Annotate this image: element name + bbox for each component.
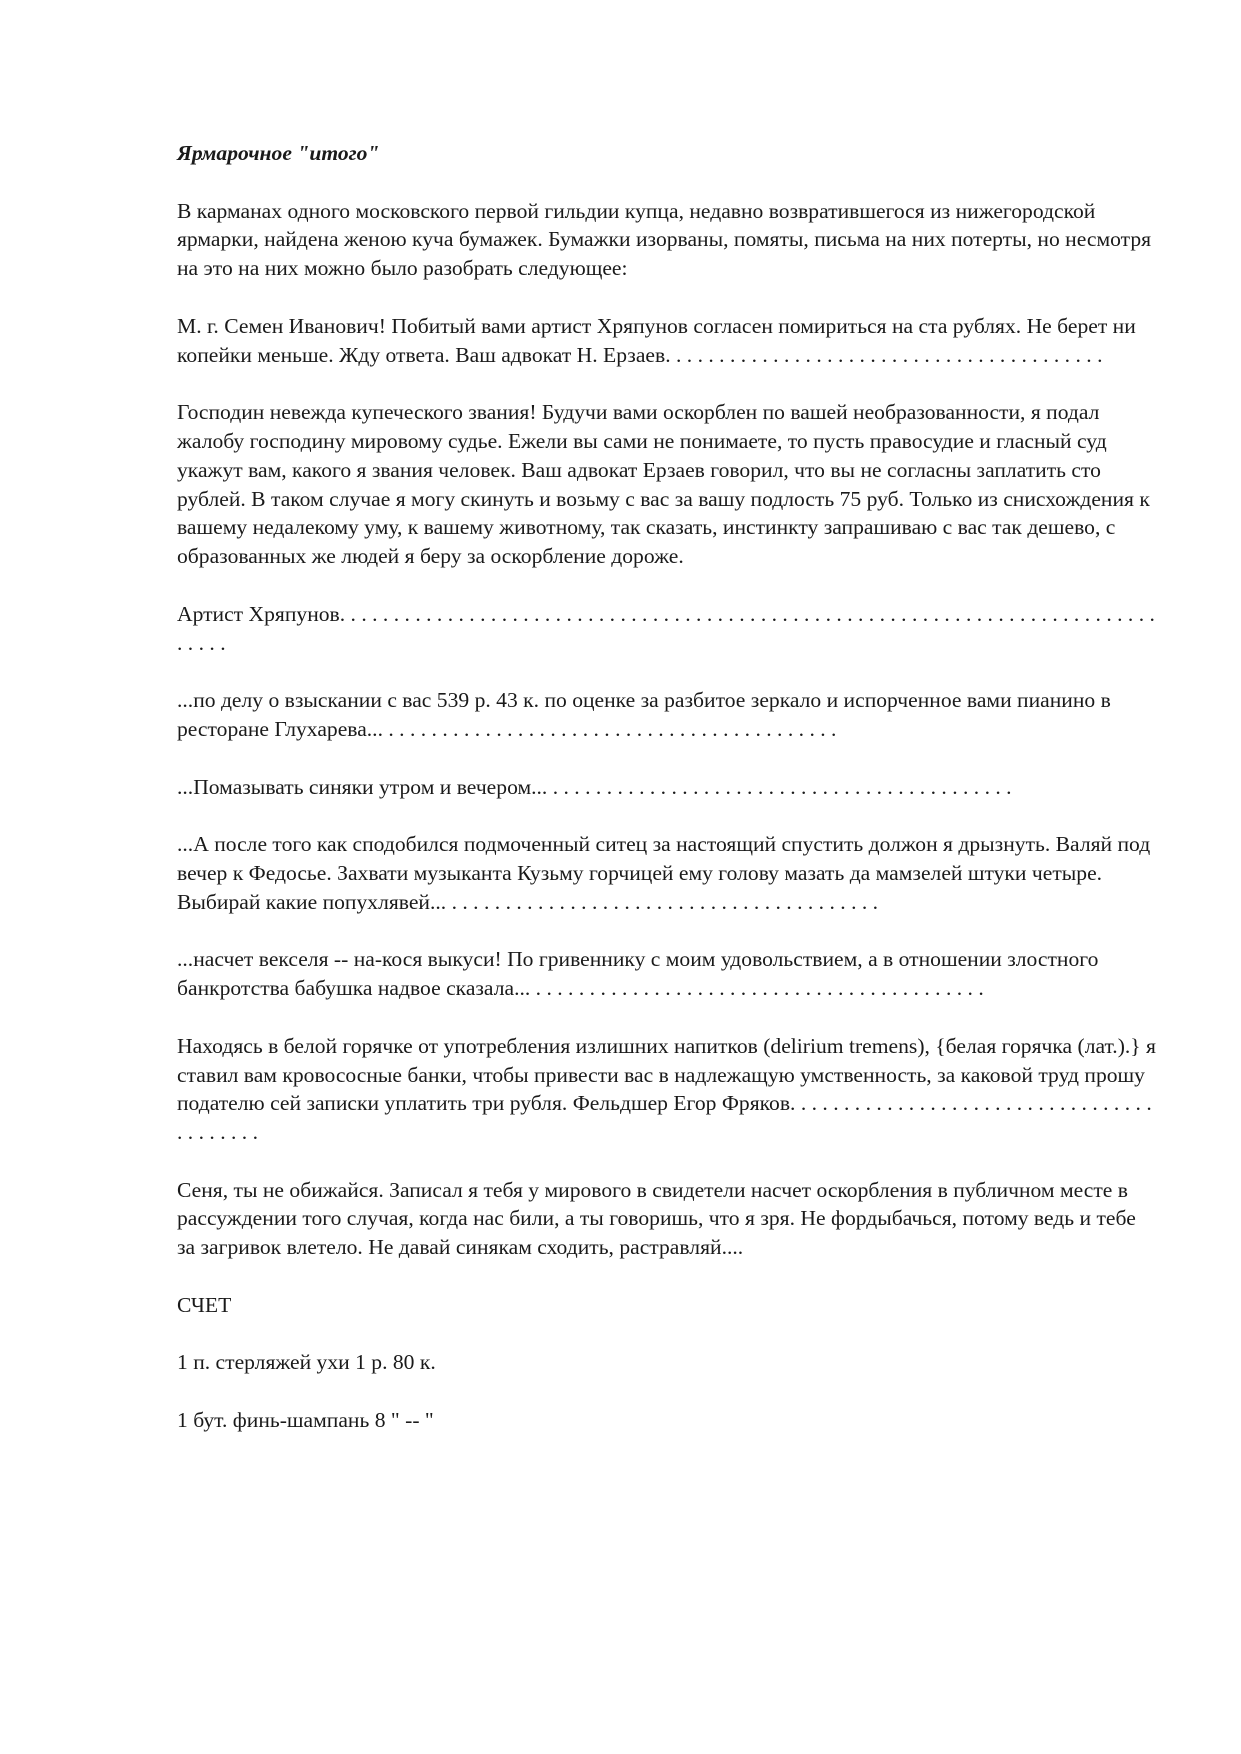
restaurant-claim: ...по делу о взыскании с вас 539 р. 43 к. по оценке за разбитое зеркало и испорченное вами пианино в ресторане Глухарева... . . . . . . . . . . . . . . . . . . . . . . . . . . . . . . . . . . . . . . . . . . xyxy=(177,688,1111,741)
feldsher-note: Находясь в белой горячке от употребления излишних напитков (delirium tremens), {белая горячка (лат.).} я ставил вам кровососные банки, чтобы привести вас в надлежащую умственность, за каковой труд прошу подателю сей записки уплатить три рубля. Фельдшер Егор Фряков. . . . . . . . . . . . . . . . . . . . . . . . . . . . . . . . . . . . . . . . . . xyxy=(177,1033,1156,1145)
bill-item: 1 п. стерляжей ухи 1 р. 80 к. xyxy=(177,1350,436,1375)
bruise-note: ...Помазывать синяки утром и вечером... . . . . . . . . . . . . . . . . . . . . . . . . . . . . . . . . . . . . . . . . . . . xyxy=(177,774,1012,799)
story-title: Ярмарочное "итого" xyxy=(177,141,380,165)
bill-item: 1 бут. финь-шампань 8 " -- " xyxy=(177,1408,434,1433)
fedosya-note: ...А после того как сподобился подмоченный ситец за настоящий спустить должон я дрызнуть. Валяй под вечер к Федосье. Захвати музыканта Кузьму горчицей ему голову мазать да мамзелей штуки четыре. Выбирай какие попухлявей... . . . . . . . . . . . . . . . . . . . . . . . . . . . . . . . . . . . . . . . . xyxy=(177,832,1151,914)
document-body xyxy=(177,139,1157,1464)
promissory-note: ...насчет векселя -- на-кося выкуси! По гривеннику с моим удовольствием, а в отношении злостного банкротства бабушка надвое сказала... . . . . . . . . . . . . . . . . . . . . . . . . . . . . . . . . . . . . . . . . . . xyxy=(177,947,1099,1001)
bill-heading: СЧЕТ xyxy=(177,1292,232,1317)
artist-letter: Господин невежда купеческого звания! Будучи вами оскорблен по вашей необразованности, я подал жалобу господину мировому судье. Ежели вы сами не понимаете, то пусть правосудие и гласный суд укажут вам, какого я звания человек. Ваш адвокат Ерзаев говорил, что вы не согласны заплатить сто рублей. В таком случае я могу скинуть и возьму с вас за вашу подлость 75 руб. Только из снисхождения к вашему недалекому уму, к вашему животному, так сказать, инстинкту запрашиваю с вас так дешево, с образованных же людей я беру за оскорбление дороже. xyxy=(177,400,1150,569)
senya-note: Сеня, ты не обижайся. Записал я тебя у мирового в свидетели насчет оскорбления в публичном месте в рассуждении того случая, когда нас били, а ты говоришь, что я зря. Не фордыбачься, потому ведь и тебе за загривок влетело. Не давай синякам сходить, растравляй.... xyxy=(177,1177,1136,1260)
lawyer-note: М. г. Семен Иванович! Побитый вами артист Хряпунов согласен помириться на ста рублях. Не берет ни копейки меньше. Жду ответа. Ваш адвокат Н. Ерзаев. . . . . . . . . . . . . . . . . . . . . . . . . . . . . . . . . . . . . . . . . xyxy=(177,313,1136,367)
intro-paragraph: В карманах одного московского первой гильдии купца, недавно возвратившегося из нижегородской ярмарки, найдена женою куча бумажек. Бумажки изорваны, помяты, письма на них потерты, но несмотря на это на них можно было разобрать следующее: xyxy=(177,198,1152,281)
artist-signature: Артист Хряпунов. . . . . . . . . . . . . . . . . . . . . . . . . . . . . . . . . . . . . . . . . . . . . . . . . . . . . . . . . . . . . . . . . . . . . . . . . . . . . . . . . xyxy=(177,601,1155,655)
